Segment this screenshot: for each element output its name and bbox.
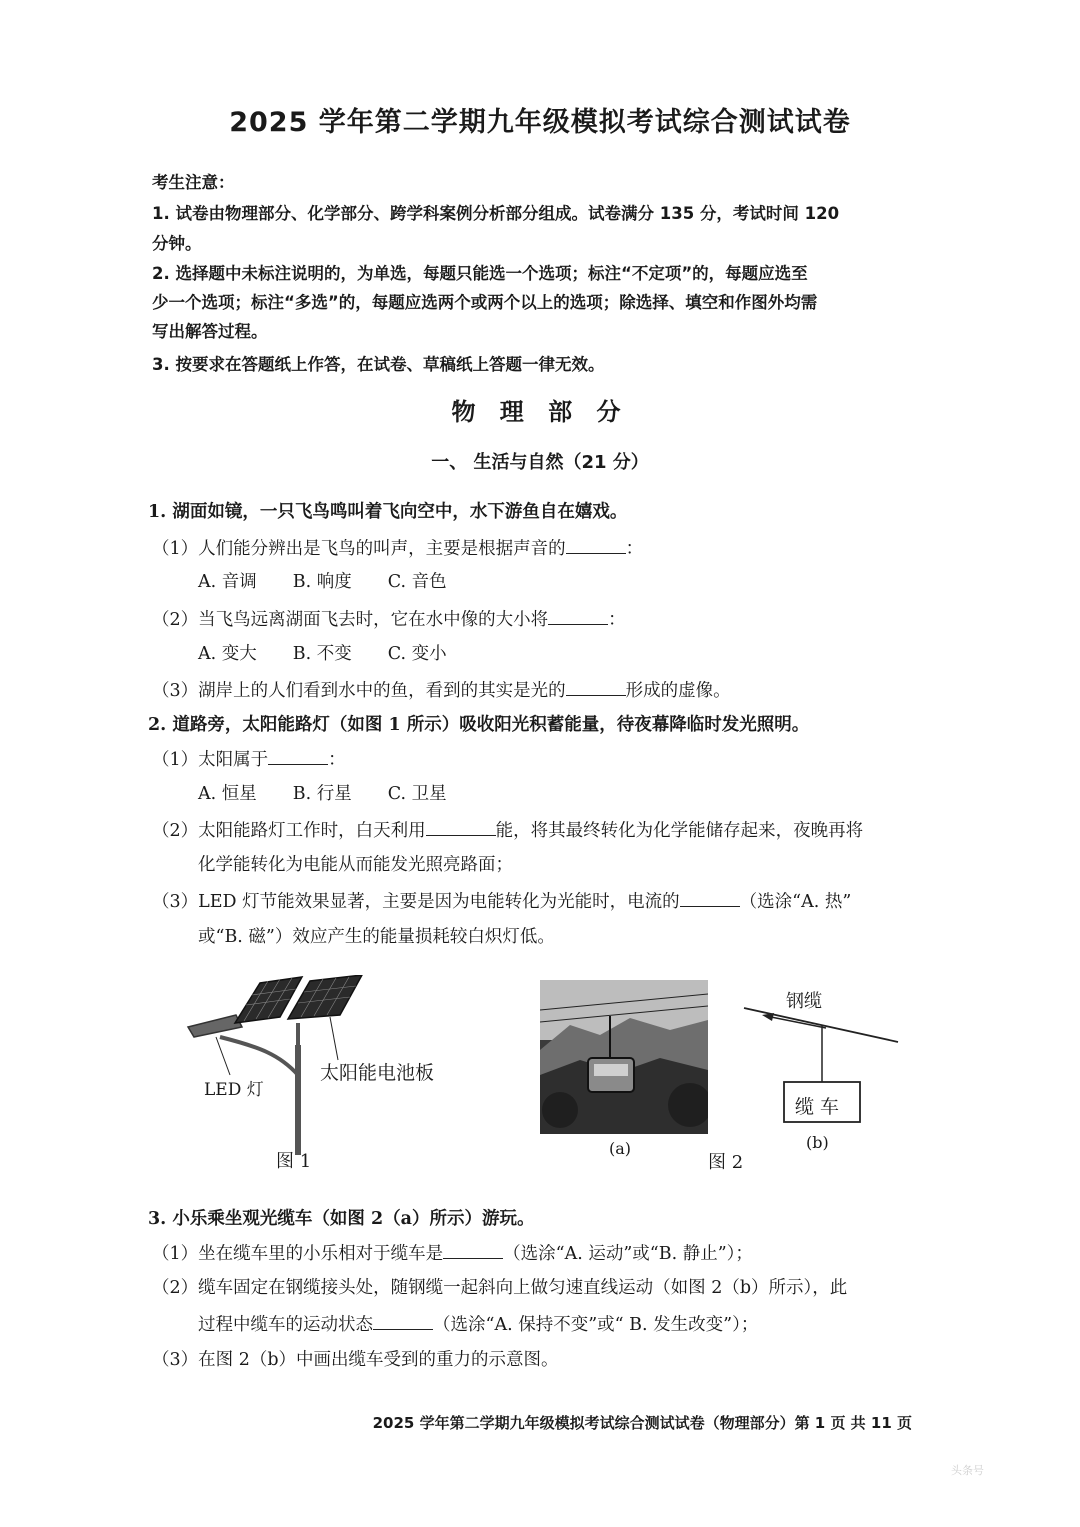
- figure-2-caption: 图 2: [708, 1152, 744, 1173]
- panel-label-leader: [330, 1017, 338, 1060]
- q1-stem: 1. 湖面如镜，一只飞鸟鸣叫着飞向空中，水下游鱼自在嬉戏。: [148, 502, 628, 522]
- exam-title: 2025 学年第二学期九年级模拟考试综合测试试卷: [229, 107, 851, 138]
- q3-sub-2-line-2-text: 过程中缆车的运动状态: [198, 1315, 373, 1335]
- steel-cable-line: [744, 1008, 898, 1042]
- q1-sub-3: [152, 675, 731, 706]
- q2-stem: 2. 道路旁，太阳能路灯（如图 1 所示）吸收阳光积蓄能量，待夜幕降临时发光照明。: [148, 715, 810, 735]
- figure-2b-cable-label: 钢缆: [786, 991, 822, 1012]
- q3-sub-1: [152, 1238, 753, 1269]
- notice-item-2-line-3: 写出解答过程。: [152, 322, 268, 341]
- figure-2a-caption: (a): [609, 1139, 632, 1158]
- figure-1-panel-label: 太阳能电池板: [320, 1062, 435, 1084]
- motion-arrow: [766, 1016, 826, 1028]
- notice-item-3: 3. 按要求在答题纸上作答，在试卷、草稿纸上答题一律无效。: [152, 355, 605, 374]
- option-b: B. 不变: [292, 644, 352, 664]
- part-title: 一、 生活与自然（21 分）: [431, 452, 649, 473]
- q1-sub-1-options: [198, 567, 483, 597]
- q1-sub-2-options: [198, 639, 483, 669]
- q2-sub-2-line-2: 化学能转化为电能从而能发光照亮路面；: [198, 855, 513, 875]
- figure-2b-caption: (b): [806, 1133, 829, 1152]
- option-a: A. 变大: [198, 644, 257, 664]
- arrow-head-icon: [762, 1013, 774, 1021]
- q2-sub-2-text: （2）太阳能路灯工作时，白天利用: [152, 821, 426, 841]
- q3-sub-3: （3）在图 2（b）中画出缆车受到的重力的示意图。: [152, 1350, 559, 1370]
- led-label-leader: [216, 1037, 230, 1075]
- q1-sub-1-text: （1）人们能分辨出是飞鸟的叫声，主要是根据声音的: [152, 539, 566, 559]
- figure-2a-cable-car-photo: [540, 980, 708, 1134]
- answer-blank: [548, 604, 608, 625]
- q3-stem: 3. 小乐乘坐观光缆车（如图 2（a）所示）游玩。: [148, 1209, 535, 1229]
- option-c: C. 音色: [387, 572, 447, 592]
- q2-sub-2: [152, 815, 863, 846]
- q1-sub-2-text: （2）当飞鸟远离湖面飞去时，它在水中像的大小将: [152, 610, 549, 630]
- option-c: C. 卫星: [387, 784, 447, 804]
- q2-sub-1-end: ：: [328, 750, 346, 770]
- q1-sub-1: [152, 533, 643, 564]
- watermark: 头条号: [951, 1464, 984, 1477]
- figure-1-led-label: LED 灯: [204, 1080, 264, 1100]
- lamp-arm: [220, 1037, 298, 1075]
- notice-heading: 考生注意：: [152, 173, 235, 192]
- q2-sub-1-text: （1）太阳属于: [152, 750, 269, 770]
- q2-sub-3: [152, 886, 851, 917]
- answer-blank: [373, 1309, 433, 1330]
- q2-sub-3-line-2: 或“B. 磁”）效应产生的能量损耗较白炽灯低。: [198, 927, 555, 947]
- option-b: B. 行星: [292, 784, 352, 804]
- option-c: C. 变小: [387, 644, 447, 664]
- q2-sub-1: [152, 744, 346, 775]
- q3-sub-2-line-2-end: （选涂“A. 保持不变”或“ B. 发生改变”）；: [433, 1315, 759, 1335]
- q2-sub-3-text: （3）LED 灯节能效果显著，主要是因为电能转化为光能时，电流的: [152, 892, 680, 912]
- option-a: A. 音调: [198, 572, 257, 592]
- q1-sub-3-end: 形成的虚像。: [625, 681, 731, 701]
- q1-sub-1-end: ：: [625, 539, 644, 559]
- figure-2b-car-label: 缆 车: [795, 1096, 840, 1118]
- led-lamp-head: [188, 1015, 242, 1037]
- answer-blank: [426, 815, 496, 836]
- q1-sub-2-end: ：: [608, 610, 626, 630]
- section-title: 物 理 部 分: [451, 398, 629, 426]
- figure-1-caption: 图 1: [276, 1151, 312, 1172]
- option-b: B. 响度: [292, 572, 352, 592]
- answer-blank: [566, 675, 626, 696]
- notice-item-2-line-1: 2. 选择题中未标注说明的，为单选，每题只能选一个选项；标注“不定项”的，每题应选至: [152, 264, 808, 283]
- q1-sub-2: [152, 604, 626, 635]
- notice-item-1-line-2: 分钟。: [152, 234, 202, 253]
- answer-blank: [566, 533, 626, 554]
- notice-item-2-line-2: 少一个选项；标注“多选”的，每题应选两个或两个以上的选项；除选择、填空和作图外均需: [152, 293, 818, 312]
- notice-item-1-line-1: 1. 试卷由物理部分、化学部分、跨学科案例分析部分组成。试卷满分 135 分，考试时间 120: [152, 204, 840, 223]
- q3-sub-2-line-2: [198, 1309, 758, 1340]
- q3-sub-2: （2）缆车固定在钢缆接头处，随钢缆一起斜向上做匀速直线运动（如图 2（b）所示），此: [152, 1278, 848, 1298]
- q3-sub-1-text: （1）坐在缆车里的小乐相对于缆车是: [152, 1244, 444, 1264]
- q1-sub-3-text: （3）湖岸上的人们看到水中的鱼，看到的其实是光的: [152, 681, 566, 701]
- page-footer: 2025 学年第二学期九年级模拟考试综合测试试卷（物理部分）第 1 页 共 11 页: [372, 1414, 912, 1432]
- q2-sub-2-end: 能，将其最终转化为化学能储存起来，夜晚再将: [495, 821, 864, 841]
- q2-sub-1-options: [198, 779, 483, 809]
- q3-sub-1-end: （选涂“A. 运动”或“B. 静止”）；: [503, 1244, 753, 1264]
- option-a: A. 恒星: [198, 784, 257, 804]
- q2-sub-3-end: （选涂“A. 热”: [739, 892, 852, 912]
- answer-blank: [268, 744, 328, 765]
- answer-blank: [443, 1238, 503, 1259]
- answer-blank: [680, 886, 740, 907]
